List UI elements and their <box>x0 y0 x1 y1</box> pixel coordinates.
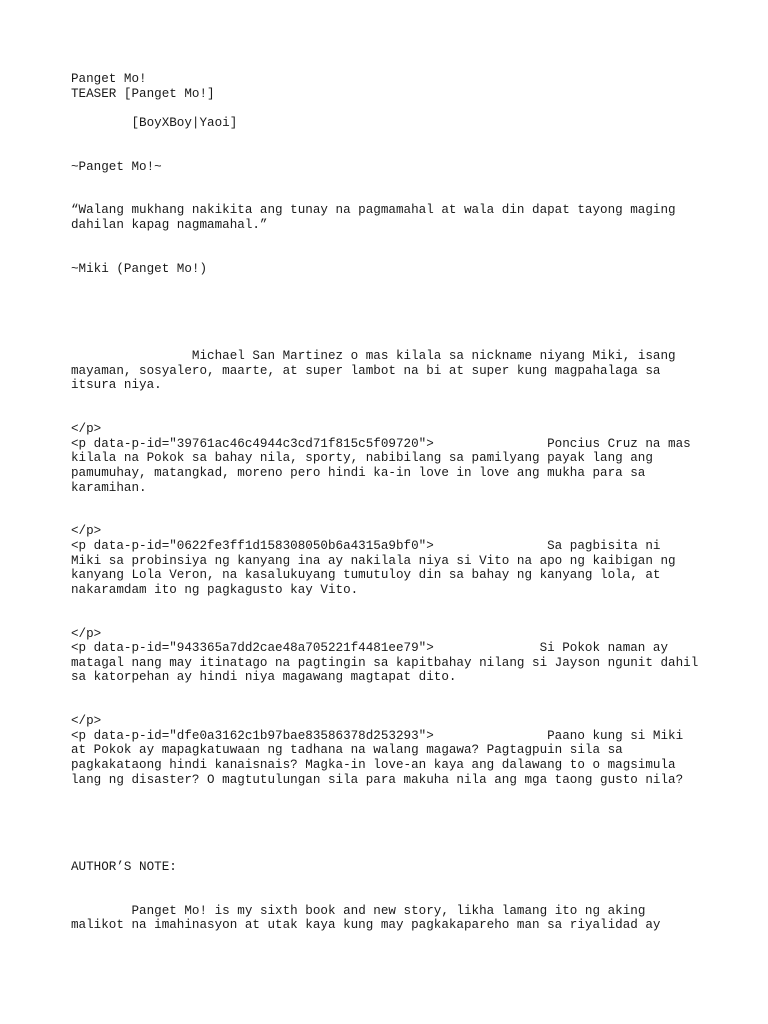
blank-line <box>71 816 711 831</box>
blank-line <box>71 685 711 700</box>
blank-line <box>71 889 711 904</box>
synopsis-paragraph-2: <p data-p-id="39761ac46c4944c3cd71f815c5f09720"> Poncius Cruz na mas kilala na Pokok sa bahay nila, sporty, nabibilang sa pamilyang payak lang ang pamumuhay, matangkad, moreno pero hindi ka-in love in love ang mukha para sa karamihan. <box>71 436 691 495</box>
blank-line <box>71 408 711 423</box>
opening-quote: “Walang mukhang nakikita ang tunay na pagmamahal at wala din dapat tayong maging dahilan kapag nagmamahal.” <box>71 203 676 232</box>
teaser-label: TEASER [Panget Mo!] <box>71 86 215 101</box>
blank-line <box>71 335 711 350</box>
blank-line <box>71 831 711 846</box>
blank-line <box>71 233 711 248</box>
blank-line <box>71 189 711 204</box>
synopsis-paragraph-3: <p data-p-id="0622fe3ff1d158308050b6a4315a9bf0"> Sa pagbisita ni Miki sa probinsiya ng kanyang ina ay nakilala niya si Vito na apo ng kaibigan ng kanyang Lola Veron, na kasalukuyang tumutuloy din sa bahay ng kanyang lola, at nakaramdam ito ng pagkagusto kay Vito. <box>71 539 676 597</box>
blank-line <box>71 130 711 145</box>
author-note-body: Panget Mo! is my sixth book and new story, likha lamang ito ng aking malikot na imahinasyon at utak kaya kung may pagkakapareho man sa riyalidad ay <box>71 903 661 933</box>
blank-line <box>71 306 711 321</box>
blank-line <box>71 612 711 627</box>
blank-line <box>71 145 711 160</box>
blank-line <box>71 875 711 890</box>
story-title: Panget Mo! <box>71 72 147 86</box>
blank-line <box>71 802 711 817</box>
blank-line <box>71 597 711 612</box>
genre-tag: [BoyXBoy|Yaoi] <box>71 115 238 130</box>
blank-line <box>71 291 711 306</box>
synopsis-paragraph-1: Michael San Martinez o mas kilala sa nickname niyang Miki, isang mayaman, sosyalero, maarte, at super lambot na bi at super kung magpahalaga sa itsura niya. <box>71 349 676 393</box>
author-note-heading: AUTHOR’S NOTE: <box>71 860 177 875</box>
closing-tag: </p> <box>71 524 102 539</box>
blank-line <box>71 700 711 715</box>
synopsis-paragraph-5: <p data-p-id="dfe0a3162c1b97bae83586378d253293"> Paano kung si Miki at Pokok ay mapagkatuwaan ng tadhana na walang magawa? Pagtagpuin sila sa pagkakataong hindi kanaisnais? Magka-in love-an kaya ang dalawang to o magsimula lang ng disaster? O magtutulungan sila para makuha nila ang mga taong gusto nila? <box>71 728 684 787</box>
blank-line <box>71 101 711 116</box>
synopsis-paragraph-4: <p data-p-id="943365a7dd2cae48a705221f4481ee79"> Si Pokok naman ay matagal nang may itinatago na pagtingin sa kapitbahay nilang si Jayson ngunit dahil sa katorpehan ay hindi niya magawang magtapat dito. <box>71 641 699 685</box>
document-page <box>71 72 711 933</box>
blank-line <box>71 320 711 335</box>
blank-line <box>71 393 711 408</box>
closing-tag: </p> <box>71 626 102 641</box>
closing-tag: </p> <box>71 714 102 729</box>
blank-line <box>71 845 711 860</box>
blank-line <box>71 787 711 802</box>
closing-tag: </p> <box>71 422 102 437</box>
blank-line <box>71 174 711 189</box>
blank-line <box>71 276 711 291</box>
blank-line <box>71 495 711 510</box>
story-heading: ~Panget Mo!~ <box>71 159 162 174</box>
quote-attribution: ~Miki (Panget Mo!) <box>71 261 208 276</box>
blank-line <box>71 510 711 525</box>
blank-line <box>71 247 711 262</box>
